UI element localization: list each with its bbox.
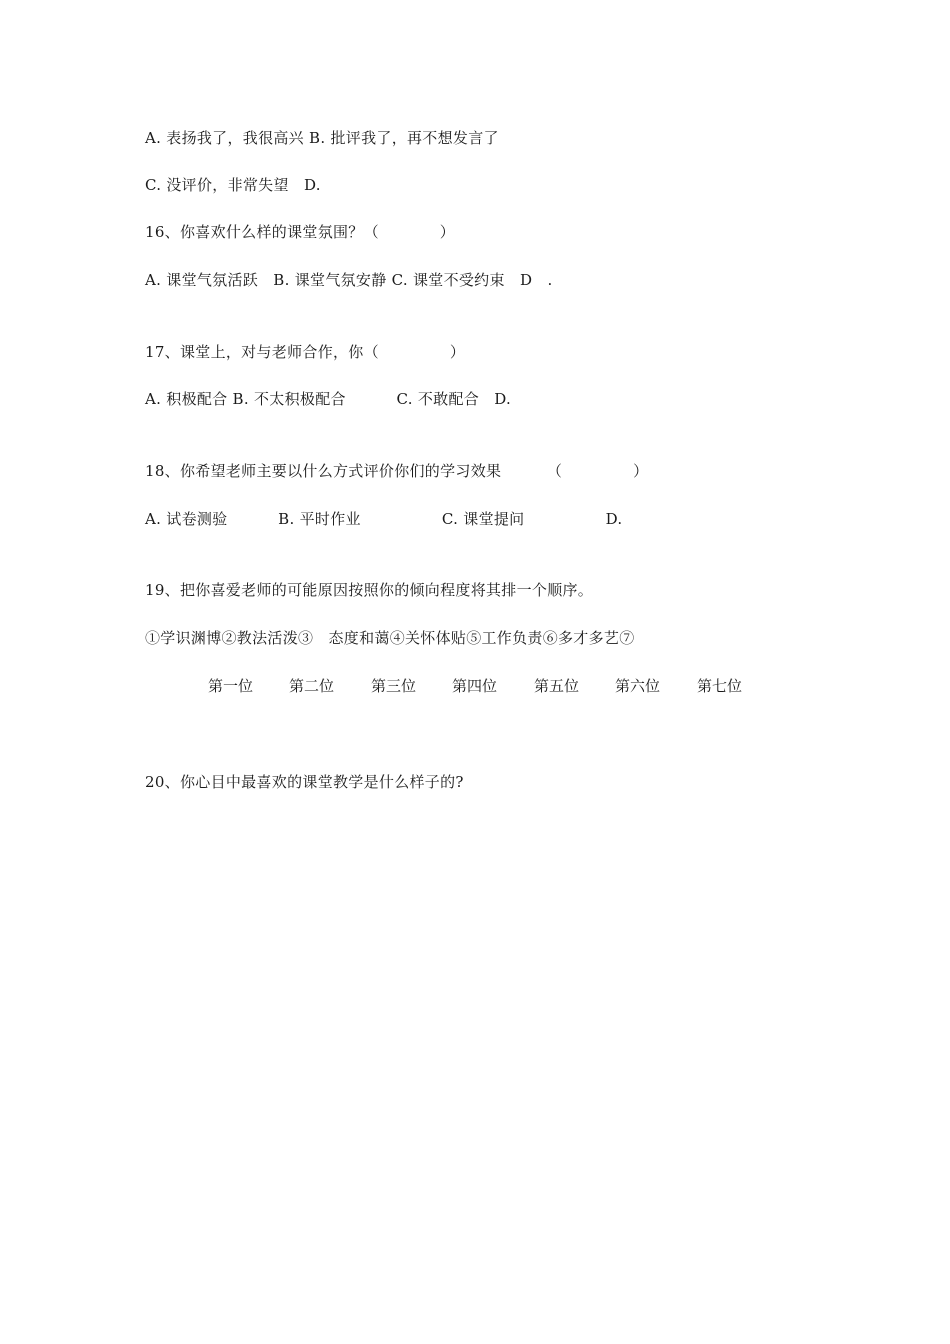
rank-2: 第二位 [289, 677, 335, 695]
rank-1: 第一位 [208, 677, 254, 695]
q17-question: 17、课堂上，对与老师合作，你（ ） [145, 343, 466, 361]
rank-6: 第六位 [615, 677, 661, 695]
q19-question: 19、把你喜爱老师的可能原因按照你的倾向程度将其排一个顺序。 [145, 581, 594, 599]
rank-4: 第四位 [452, 677, 498, 695]
q18-options: A. 试卷测验 B. 平时作业 C. 课堂提问 D. [145, 510, 623, 528]
q15-options-line2: C. 没评价，非常失望 D. [145, 176, 321, 194]
rank-3: 第三位 [371, 677, 417, 695]
q18-question: 18、你希望老师主要以什么方式评价你们的学习效果 （ ） [145, 462, 649, 480]
q16-options: A. 课堂气氛活跃 B. 课堂气氛安静 C. 课堂不受约束 D . [145, 271, 553, 289]
rank-5: 第五位 [534, 677, 580, 695]
q20-question: 20、你心目中最喜欢的课堂教学是什么样子的? [145, 773, 464, 791]
q15-options-line1: A. 表扬我了，我很高兴 B. 批评我了，再不想发言了 [145, 129, 499, 147]
q17-options: A. 积极配合 B. 不太积极配合 C. 不敢配合 D. [145, 390, 512, 408]
q16-question: 16、你喜欢什么样的课堂氛围？（ ） [145, 223, 456, 241]
q19-reasons: ①学识渊博②教法活泼③ 态度和蔼④关怀体贴⑤工作负责⑥多才多艺⑦ [145, 629, 635, 647]
rank-7: 第七位 [697, 677, 743, 695]
